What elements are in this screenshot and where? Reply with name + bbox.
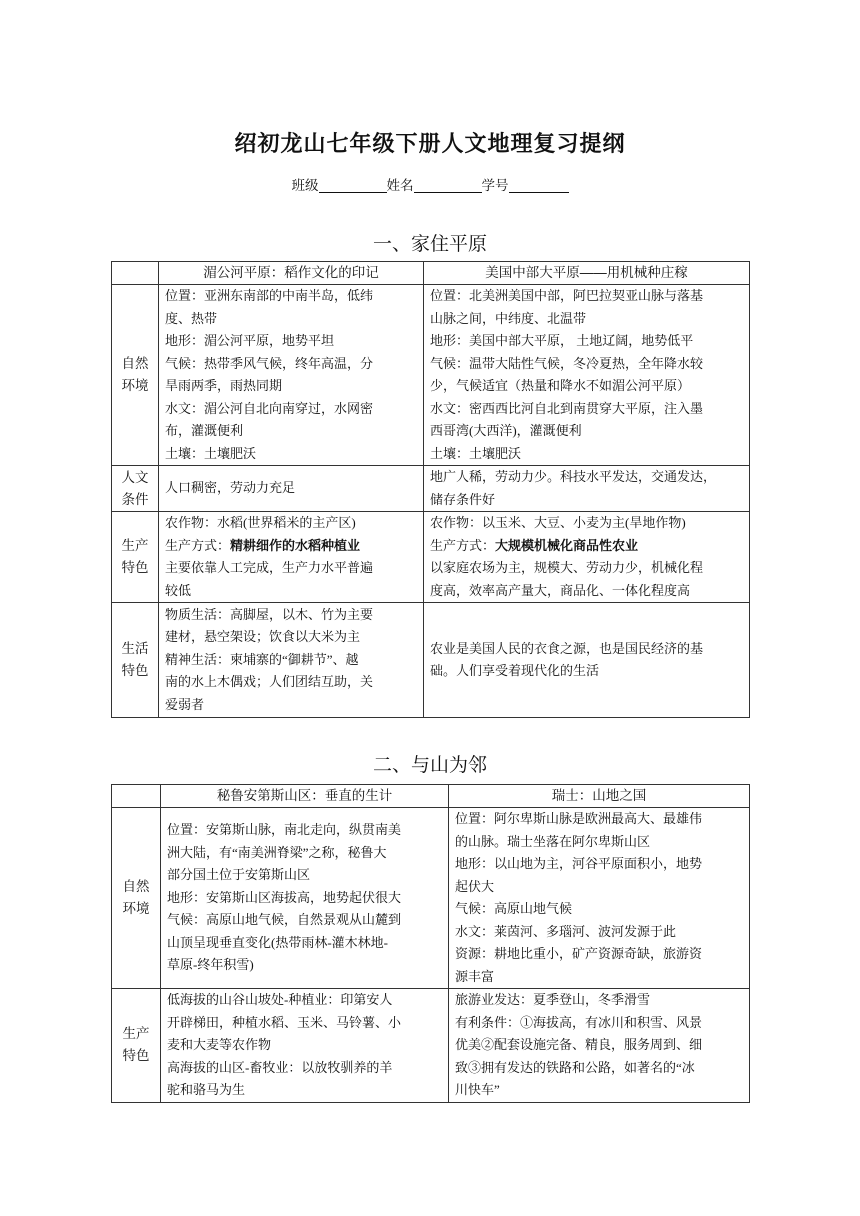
- text-line: [455, 898, 743, 921]
- cell-left-region: [161, 989, 449, 1103]
- text-line: [167, 1079, 442, 1102]
- mountains-table: [111, 784, 750, 1103]
- body-text: 川快车”: [455, 1082, 500, 1097]
- text-line: [167, 864, 442, 887]
- body-text: 开辟梯田，种植水稻、玉米、马铃薯、小: [167, 1014, 402, 1030]
- text-line: [430, 330, 743, 353]
- body-text: 美国中部大平原， 土地辽阔，地势低平: [469, 333, 694, 348]
- cell-right-region: [424, 285, 750, 466]
- body-text: 爱弱者: [165, 696, 205, 712]
- text-line: [165, 557, 417, 580]
- body-text: 度高，效率高产量大，商品化、一体化程度高: [430, 582, 691, 598]
- field-label: 地形：: [455, 856, 495, 871]
- body-text: 耕地比重小，矿产资源奇缺，旅游资: [494, 946, 703, 961]
- text-line: [430, 308, 743, 331]
- text-line: [455, 853, 743, 876]
- text-line: [167, 887, 442, 910]
- row-label-line: 特色: [121, 663, 149, 678]
- body-text: 南的水上木偶戏；人们团结互助，关: [165, 674, 374, 690]
- body-text: 建材，悬空架设；饮食以大米为主: [165, 629, 361, 645]
- text-line: [455, 989, 743, 1012]
- body-text: 高原山地气候: [494, 901, 573, 916]
- body-text: 高海拔的山区-: [167, 1059, 250, 1075]
- corner-cell: [112, 785, 161, 808]
- body-text: 亚洲东南部的中南半岛，低纬: [204, 288, 374, 303]
- text-line: [167, 932, 442, 955]
- body-text: 柬埔寨的“御耕节”、越: [230, 651, 359, 667]
- row-label-line: 生产: [121, 538, 149, 553]
- field-label: 精神生活：: [165, 651, 231, 667]
- field-label: 水文：: [165, 400, 205, 416]
- row-label: [112, 989, 161, 1103]
- body-text: 低海拔的山谷山坡处-: [167, 992, 289, 1007]
- column-header-mekong: 湄公河平原：稻作文化的印记: [159, 262, 424, 285]
- text-line: [165, 443, 417, 466]
- body-text: 高脚屋，以木、竹为主要: [230, 606, 374, 622]
- table-row: [112, 466, 750, 512]
- field-label: 物质生活：: [165, 606, 231, 622]
- row-label-line: 特色: [122, 1048, 150, 1064]
- field-label: 种植业: [288, 992, 328, 1007]
- field-label: 畜牧业: [249, 1059, 289, 1075]
- row-label: [112, 808, 161, 989]
- text-line: [430, 353, 743, 376]
- text-line: [430, 466, 743, 489]
- text-line: [430, 535, 743, 558]
- field-label: 水文：: [455, 923, 495, 939]
- id-blank[interactable]: [509, 178, 569, 193]
- body-text: 致③拥有发达的铁路和公路，如著名的“冰: [455, 1059, 695, 1075]
- body-text: 密西西比河自北到南贯穿大平原，注入墨: [469, 400, 704, 416]
- text-line: [165, 512, 417, 535]
- field-label: 位置：: [167, 822, 207, 838]
- text-line: [165, 477, 417, 500]
- body-text: 以家庭农场为主，规模大、劳动力少，机械化程: [430, 560, 704, 575]
- cell-left-region: [159, 466, 424, 512]
- cell-right-region: [449, 989, 750, 1103]
- cell-left-region: [159, 603, 424, 718]
- text-line: [167, 842, 442, 865]
- body-text: 部分国土位于安第斯山区: [167, 867, 311, 883]
- row-label: [112, 466, 159, 512]
- body-text: 山顶呈现垂直变化(热带雨林-灌木林地-: [167, 934, 388, 950]
- table-row: [112, 285, 750, 466]
- body-text: 洲大陆，有“南美洲脊梁”之称，秘鲁大: [167, 844, 387, 860]
- text-line: [167, 989, 442, 1012]
- text-line: [165, 649, 417, 672]
- text-line: [167, 1034, 442, 1057]
- text-line: [455, 808, 743, 831]
- body-text: 阿尔卑斯山脉是欧洲最高大、最雄伟: [494, 811, 703, 826]
- field-label: 农作物：: [165, 515, 218, 530]
- table-row: [112, 512, 750, 603]
- body-text: 础。人们享受着现代化的生活: [430, 663, 600, 678]
- text-line: [165, 671, 417, 694]
- text-line: [430, 512, 743, 535]
- text-line: [455, 943, 743, 966]
- body-text: 土壤肥沃: [469, 445, 522, 461]
- text-line: [430, 375, 743, 398]
- body-text: 土壤肥沃: [204, 445, 257, 461]
- field-label: 土壤：: [430, 445, 470, 461]
- field-label: 位置：: [430, 288, 470, 303]
- text-line: [165, 330, 417, 353]
- field-label: 地形：: [167, 889, 207, 905]
- field-label: 位置：: [455, 811, 495, 826]
- student-info-line: [0, 174, 860, 194]
- body-text: 安第斯山脉，南北走向，纵贯南美: [206, 822, 402, 838]
- text-line: [455, 1079, 743, 1102]
- cell-left-region: [161, 808, 449, 989]
- body-text: 高原山地气候，自然景观从山麓到: [206, 912, 402, 928]
- body-text: 地广人稀，劳动力少。科技水平发达，交通发达，: [430, 469, 717, 484]
- column-header-us-plains: 美国中部大平原——用机械种庄稼: [424, 262, 750, 285]
- body-text: 以玉米、大豆、小麦为主(旱地作物): [482, 515, 686, 530]
- text-line: [430, 489, 743, 512]
- body-text: 北美洲美国中部，阿巴拉契亚山脉与落基: [469, 288, 704, 303]
- body-text: 湄公河自北向南穿过，水网密: [204, 400, 374, 416]
- body-text: 温带大陆性气候，冬冷夏热，全年降水较: [469, 355, 704, 371]
- body-text: 水稻(世界稻米的主产区): [217, 515, 356, 530]
- body-text: 储存条件好: [430, 491, 496, 507]
- class-blank[interactable]: [319, 178, 387, 193]
- body-text: ①海拔高，有冰川和积雪、风景: [520, 1014, 703, 1030]
- text-line: [455, 876, 743, 899]
- name-label: 姓名: [386, 178, 414, 193]
- body-text: 优美②配套设施完备、精良，服务周到、细: [455, 1037, 703, 1052]
- row-label-line: 生活: [121, 641, 149, 656]
- body-text: 以山地为主，河谷平原面积小，地势: [494, 856, 703, 871]
- text-line: [165, 626, 417, 649]
- field-label: 生产方式：: [165, 537, 231, 553]
- body-text: 热带季风气候，终年高温，分: [204, 355, 374, 371]
- field-label: 旅游业发达：: [455, 992, 534, 1007]
- body-text: 夏季登山，冬季滑雪: [533, 992, 651, 1007]
- body-text: 主要依靠人工完成，生产力水平普遍: [165, 560, 374, 575]
- table-row: [112, 808, 750, 989]
- text-line: [165, 308, 417, 331]
- body-text: ：印第安人: [327, 992, 393, 1007]
- text-line: [455, 831, 743, 854]
- field-label: 气候：: [430, 355, 470, 371]
- emphasis-text: 精耕细作的水稻种植业: [230, 537, 361, 553]
- row-label-line: 条件: [121, 491, 149, 507]
- text-line: [430, 580, 743, 603]
- body-text: 少，气候适宜（热量和降水不如湄公河平原）: [430, 378, 691, 393]
- emphasis-text: 大规模机械化商品性农业: [495, 537, 639, 553]
- text-line: [430, 557, 743, 580]
- field-label: 气候：: [167, 912, 207, 928]
- body-text: 人口稠密，劳动力充足: [165, 480, 296, 496]
- text-line: [455, 1012, 743, 1035]
- text-line: [167, 954, 442, 977]
- body-text: 湄公河平原，地势平坦: [204, 333, 335, 348]
- body-text: 莱茵河、多瑙河、波河发源于此: [494, 923, 677, 939]
- cell-right-region: [424, 512, 750, 603]
- body-text: 农业是美国人民的衣食之源，也是国民经济的基: [430, 640, 704, 656]
- text-line: [165, 375, 417, 398]
- body-text: 布，灌溉便利: [165, 423, 244, 438]
- body-text: 旱雨两季，雨热同期: [165, 378, 283, 393]
- text-line: [165, 535, 417, 558]
- text-line: [165, 580, 417, 603]
- text-line: [165, 604, 417, 627]
- document-title: 绍初龙山七年级下册人文地理复习提纲: [234, 131, 626, 156]
- field-label: 土壤：: [165, 445, 205, 461]
- cell-left-region: [159, 285, 424, 466]
- row-label-line: 特色: [121, 560, 149, 575]
- text-line: [167, 1057, 442, 1080]
- body-text: 安第斯山区海拔高，地势起伏很大: [206, 889, 402, 905]
- text-line: [165, 285, 417, 308]
- field-label: 地形：: [430, 333, 470, 348]
- id-label: 学号: [481, 178, 509, 193]
- text-line: [455, 921, 743, 944]
- text-line: [430, 420, 743, 443]
- row-label-line: 人文: [121, 469, 149, 485]
- text-line: [430, 285, 743, 308]
- column-header-switzerland: 瑞士：山地之国: [449, 785, 750, 808]
- body-text: 源丰富: [455, 968, 495, 984]
- text-line: [165, 353, 417, 376]
- text-line: [165, 398, 417, 421]
- table-header-row: [112, 262, 750, 285]
- cell-right-region: [424, 466, 750, 512]
- field-label: 农作物：: [430, 515, 483, 530]
- body-text: 山脉之间，中纬度、北温带: [430, 310, 587, 326]
- text-line: [167, 1012, 442, 1035]
- field-label: 水文：: [430, 400, 470, 416]
- text-line: [430, 398, 743, 421]
- text-line: [455, 1034, 743, 1057]
- text-line: [167, 909, 442, 932]
- table-row: [112, 603, 750, 718]
- text-line: [167, 819, 442, 842]
- text-line: [430, 660, 743, 683]
- field-label: 地形：: [165, 333, 205, 348]
- cell-left-region: [159, 512, 424, 603]
- column-header-peru-andes: 秘鲁安第斯山区：垂直的生计: [161, 785, 449, 808]
- body-text: 度、热带: [165, 310, 218, 326]
- section-heading-mountains: 二、与山为邻: [372, 755, 487, 776]
- field-label: 生产方式：: [430, 537, 496, 553]
- row-label-line: 自然: [122, 879, 150, 894]
- plains-table: [111, 261, 750, 718]
- text-line: [430, 638, 743, 661]
- text-line: [165, 420, 417, 443]
- name-blank[interactable]: [414, 178, 482, 193]
- body-text: 麦和大麦等农作物: [167, 1037, 272, 1052]
- cell-right-region: [424, 603, 750, 718]
- field-label: 位置：: [165, 288, 205, 303]
- body-text: ：以放牧驯养的羊: [288, 1059, 393, 1075]
- text-line: [455, 1057, 743, 1080]
- table-row: [112, 989, 750, 1103]
- class-label: 班级: [291, 178, 319, 193]
- row-label-line: 自然: [121, 356, 149, 371]
- body-text: 西哥湾(大西洋)，灌溉便利: [430, 423, 582, 438]
- body-text: 起伏大: [455, 878, 495, 894]
- section-heading-plains: 一、家住平原: [372, 234, 487, 255]
- text-line: [430, 443, 743, 466]
- row-label: [112, 603, 159, 718]
- field-label: 资源：: [455, 946, 495, 961]
- body-text: 较低: [165, 582, 192, 598]
- row-label-line: 环境: [122, 901, 150, 916]
- text-line: [165, 694, 417, 717]
- field-label: 有利条件：: [455, 1014, 521, 1030]
- corner-cell: [112, 262, 159, 285]
- table-header-row: [112, 785, 750, 808]
- text-line: [455, 966, 743, 989]
- field-label: 气候：: [455, 901, 495, 916]
- row-label: [112, 285, 159, 466]
- row-label-line: 环境: [121, 378, 149, 393]
- body-text: 的山脉。瑞士坐落在阿尔卑斯山区: [455, 833, 651, 849]
- cell-right-region: [449, 808, 750, 989]
- row-label-line: 生产: [122, 1026, 150, 1042]
- field-label: 气候：: [165, 355, 205, 371]
- row-label: [112, 512, 159, 603]
- body-text: 驼和骆马为生: [167, 1082, 246, 1097]
- body-text: 草原-终年积雪): [167, 957, 254, 973]
